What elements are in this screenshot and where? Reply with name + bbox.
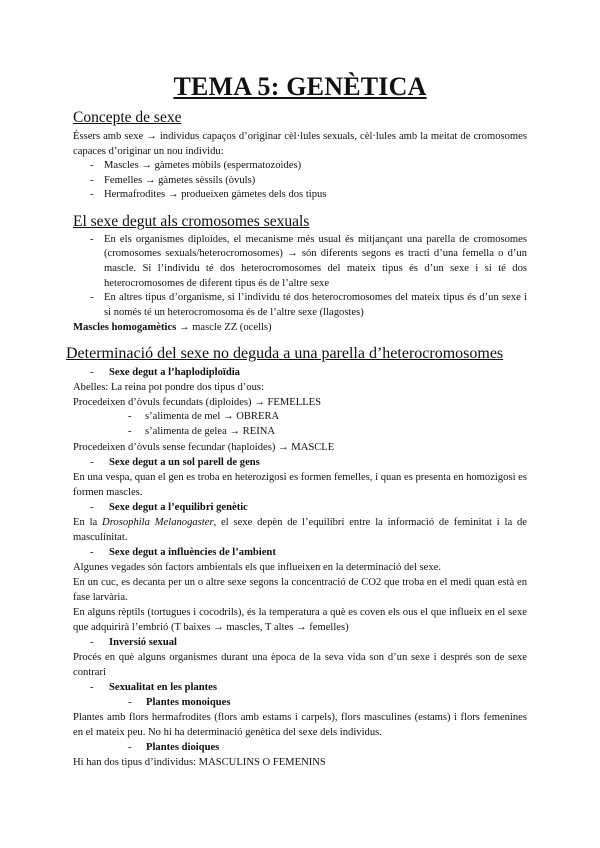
list-item: - s’alimenta de gelea → REINA [128, 425, 276, 437]
haplo-line2: Procedeixen d’òvuls fecundats (diploides) → FEMELLES [73, 397, 322, 409]
subheading-inversio: - Inversió sexual [90, 636, 177, 648]
haplo-sublist [73, 410, 527, 439]
subheading-dioiques: - Plantes dioiques [128, 741, 220, 753]
subheading-haplodiploidia: - Sexe degut a l’haplodiploïdia [90, 367, 240, 379]
document-page [66, 72, 528, 770]
homogametics-line: Mascles homogamètics → mascle ZZ (ocells) [73, 322, 272, 334]
list-item: - Hermafrodites → produeixen gàmetes dels dos tipus [90, 189, 327, 201]
section-heading-cromosomes: El sexe degut als cromosomes sexuals [73, 212, 310, 230]
concepte-list [73, 159, 527, 203]
list-item: - Femelles → gàmetes sèssils (òvuls) [90, 174, 256, 186]
subheading-equilibri: - Sexe degut a l’equilibri genètic [90, 501, 248, 513]
list-item: - En els organismes diploides, el mecanisme més usual és mitjançant una parella de cromosomes (cromosomes sexuals/heterocromosomes) → són diferents segons es tracti d’una femella o d’un mascle. Si l’individu té dos heterocromosomes del mateix tipus és d’un sexe i si té dos heterocromosomes de diferent tipus és de l’altre sexe [90, 233, 527, 289]
concepte-intro: Éssers amb sexe → individus capaços d’originar cèl·lules sexuals, cèl·lules amb la meitat de cromosomes capaces d’originar un nou individu: [73, 131, 527, 157]
list-item: - s’alimenta de mel → OBRERA [128, 411, 280, 423]
subheading-plantes: - Sexualitat en les plantes [90, 681, 218, 693]
ambient-text-2: En un cuc, es decanta per un o altre sexe segons la concentració de CO2 que troba en el medi quan està en fase larvària. [73, 576, 527, 603]
section-heading-determinacio: Determinació del sexe no deguda a una parella d’heterocromosomes [66, 345, 504, 363]
section-heading-concepte: Concepte de sexe [73, 109, 182, 126]
subheading-monoiques: - Plantes monoiques [128, 696, 231, 708]
list-item: - En altres tipus d’organisme, si l’individu té dos heterocromosomes del mateix tipus és d’un sexe i si només té un heterocromosoma és de l’altre sexe (llagostes) [90, 292, 527, 318]
page-title: TEMA 5: GENÈTICA [173, 72, 427, 101]
monoiques-text: Plantes amb flors hermafrodites (flors amb estams i carpels), flors masculines (estams) i flors femenines en el mateix peu. No hi ha determinació genètica del sexe dels individus. [73, 711, 527, 738]
equilibri-text: En la Drosophila Melanogaster, el sexe depèn de l’equilibri entre la informació de feminitat i la de masculinitat. [73, 516, 528, 543]
subheading-gens: - Sexe degut a un sol parell de gens [90, 456, 260, 468]
cromosomes-list [73, 233, 527, 321]
list-item: - Mascles → gàmetes mòbils (espermatozoides) [90, 160, 302, 171]
subheading-ambient: - Sexe degut a influències de l’ambient [90, 546, 276, 558]
gens-text: En una vespa, quan el gen es troba en heterozigosi es formen femelles, i quan es presenta en homozigosi es formen mascles. [73, 471, 527, 498]
haplo-line1: Abelles: La reina pot pondre dos tipus d’ous: [73, 382, 264, 394]
haplo-line3: Procedeixen d’òvuls sense fecundar (haploides) → MASCLE [73, 441, 335, 453]
ambient-text-3: En alguns rèptils (tortugues i cocodrils), és la temperatura a què es coven els ous el que influeix en el sexe que adquirirà l’embrió (T baixes → mascles, T altes → femelles) [73, 606, 527, 633]
inversio-text: Procés en què alguns organismes durant una època de la seva vida son d’un sexe i després son de sexe contrari [73, 651, 527, 678]
ambient-text-1: Algunes vegades són factors ambientals els que influeixen en la determinació del sexe. [73, 561, 442, 573]
dioiques-text: Hi han dos tipus d’individus: MASCULINS O FEMENINS [73, 756, 326, 768]
